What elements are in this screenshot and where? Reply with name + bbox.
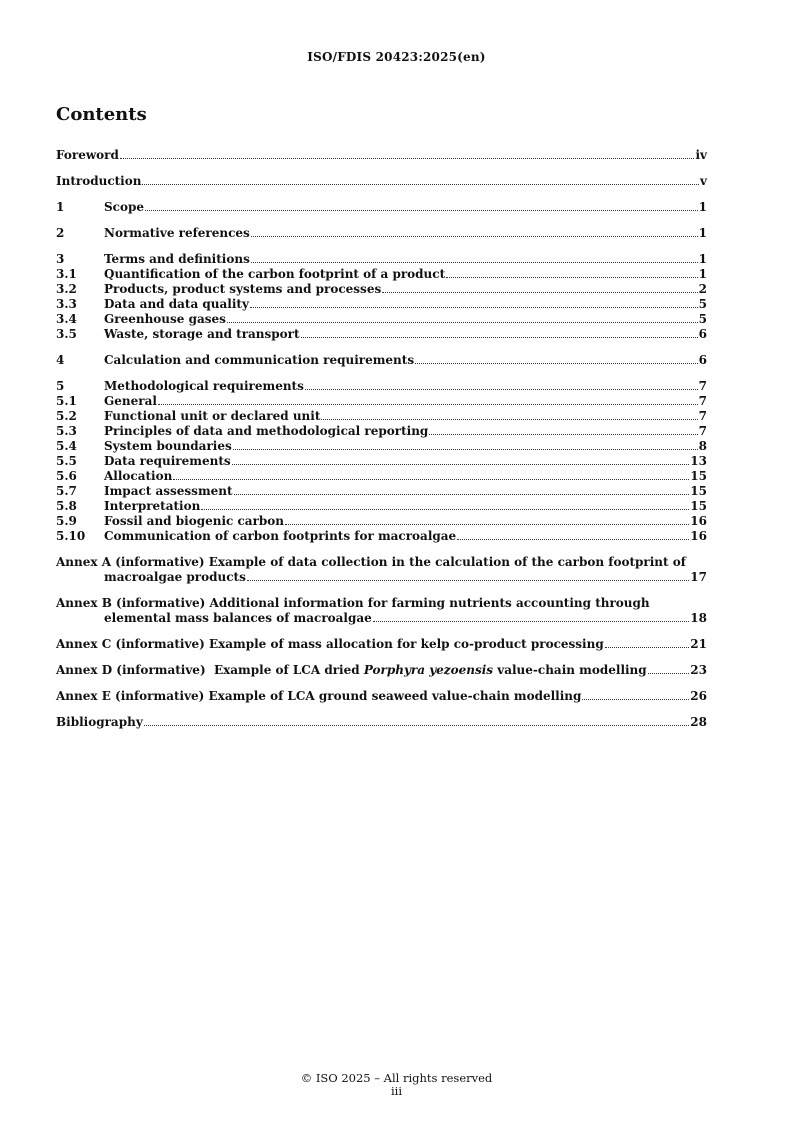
- toc-entry-page: 2: [698, 282, 707, 296]
- toc-leader-dots: [373, 611, 690, 622]
- toc-main-entries: [56, 148, 707, 544]
- toc-leader-dots: [232, 454, 690, 465]
- toc-leader-dots: [201, 499, 689, 510]
- toc-entry[interactable]: [56, 282, 707, 297]
- toc-leader-dots: [144, 715, 690, 726]
- toc-entry-page: 16: [690, 529, 707, 543]
- toc-leader-dots: [250, 297, 698, 308]
- toc-leader-dots: [120, 148, 695, 159]
- toc-entry-title: Data and data quality: [104, 297, 249, 311]
- toc-entry-number: 3.1: [56, 267, 77, 281]
- toc-annex-d-title: [56, 663, 647, 678]
- toc-entry-page: v: [700, 174, 707, 188]
- toc-entry-title: Impact assessment: [104, 484, 233, 498]
- toc-annex-a-line1[interactable]: [56, 555, 707, 570]
- toc-entry-number: 5: [56, 379, 65, 393]
- toc-entry-title: Principles of data and methodological reporting: [104, 424, 429, 438]
- toc-leader-dots: [251, 226, 698, 237]
- toc-leader-dots: [227, 312, 698, 323]
- toc-entry-number: 5.9: [56, 514, 77, 528]
- toc-entry-page: 1: [698, 267, 707, 281]
- toc-entry[interactable]: [56, 409, 707, 424]
- toc-annex-d[interactable]: [56, 663, 707, 678]
- toc-annex-a-page: 17: [690, 570, 707, 584]
- toc-entry-page: 7: [698, 424, 707, 438]
- toc-entry-page: 7: [698, 379, 707, 393]
- toc-entry-page: 15: [690, 484, 707, 498]
- toc-entry-title: Terms and definitions: [104, 252, 250, 266]
- toc-entry-number: 3.2: [56, 282, 77, 296]
- toc-entry-number: 3.3: [56, 297, 77, 311]
- toc-leader-dots: [285, 514, 689, 525]
- toc-entry-title: System boundaries: [104, 439, 232, 453]
- toc-entry-number: 5.5: [56, 454, 77, 468]
- toc-leader-dots: [382, 282, 697, 293]
- toc-annex-d-title-post: value-chain modelling: [493, 663, 647, 677]
- toc-annex-c-page: 21: [690, 637, 707, 651]
- toc-entry-title: Normative references: [104, 226, 250, 240]
- toc-entry[interactable]: [56, 514, 707, 529]
- toc-entry-title: Waste, storage and transport: [104, 327, 300, 341]
- toc-entry[interactable]: [56, 529, 707, 544]
- toc-annex-a-title: Annex A (informative) Example of data collection in the calculation of the carbon footprint of: [56, 555, 686, 569]
- page-title: Contents: [56, 104, 147, 125]
- toc-annex-e-page: 26: [690, 689, 707, 703]
- toc-entry-page: 1: [698, 252, 707, 266]
- toc-entry-number: 5.1: [56, 394, 77, 408]
- toc-entry-title: Introduction: [56, 174, 142, 188]
- toc-leader-dots: [648, 663, 690, 674]
- toc-leader-dots: [429, 424, 697, 435]
- toc-entry-number: 5.6: [56, 469, 77, 483]
- toc-entry-title: Greenhouse gases: [104, 312, 226, 326]
- document-header: ISO/FDIS 20423:2025(en): [307, 50, 486, 64]
- toc-entry-number: 5.7: [56, 484, 77, 498]
- toc-entry-page: 15: [690, 499, 707, 513]
- toc-leader-dots: [158, 394, 698, 405]
- toc-entry-page: 5: [698, 312, 707, 326]
- toc-leader-dots: [446, 267, 698, 278]
- toc-entry-number: 5.10: [56, 529, 86, 543]
- toc-entry[interactable]: [56, 424, 707, 439]
- toc-annex-b-line2[interactable]: [56, 611, 707, 626]
- toc-entry-number: 5.3: [56, 424, 77, 438]
- toc-leader-dots: [457, 529, 689, 540]
- toc-bibliography-title: Bibliography: [56, 715, 143, 729]
- toc-entry-page: 1: [698, 200, 707, 214]
- toc-entry-title: Functional unit or declared unit: [104, 409, 321, 423]
- toc-entry-page: 6: [698, 353, 707, 367]
- toc-entry-title: Scope: [104, 200, 145, 214]
- toc-entry[interactable]: [56, 499, 707, 514]
- toc-entry-title: Communication of carbon footprints for macroalgae: [104, 529, 457, 543]
- toc-leader-dots: [234, 484, 690, 495]
- toc-entry-title: Methodological requirements: [104, 379, 304, 393]
- toc-entry-page: 1: [698, 226, 707, 240]
- toc-annex-e[interactable]: [56, 689, 707, 704]
- toc-leader-dots: [301, 327, 698, 338]
- toc-entry-number: 4: [56, 353, 65, 367]
- toc-entry-title: Products, product systems and processes: [104, 282, 382, 296]
- toc-entry-title: Allocation: [104, 469, 173, 483]
- toc-leader-dots: [415, 353, 698, 364]
- toc-entry[interactable]: [56, 484, 707, 499]
- toc-entry-page: 6: [698, 327, 707, 341]
- toc-entry[interactable]: [56, 148, 707, 163]
- toc-entry[interactable]: [56, 174, 707, 189]
- toc-entry[interactable]: [56, 226, 707, 241]
- toc-entry-page: 16: [690, 514, 707, 528]
- toc-entry[interactable]: [56, 252, 707, 267]
- toc-leader-dots: [251, 252, 698, 263]
- toc-entry-title: Data requirements: [104, 454, 231, 468]
- toc-annex-d-page: 23: [690, 663, 707, 677]
- toc-entry-title: General: [104, 394, 157, 408]
- toc-leader-dots: [247, 570, 689, 581]
- toc-entry-number: 3.5: [56, 327, 77, 341]
- toc-leader-dots: [305, 379, 698, 390]
- toc-entry[interactable]: [56, 327, 707, 342]
- page-number: iii: [390, 1084, 403, 1098]
- toc-entry-title: Interpretation: [104, 499, 201, 513]
- toc-entry[interactable]: [56, 200, 707, 215]
- toc-entry[interactable]: [56, 379, 707, 394]
- toc-leader-dots: [582, 689, 689, 700]
- toc-leader-dots: [173, 469, 689, 480]
- table-of-contents: [56, 148, 707, 730]
- toc-entry-page: 8: [698, 439, 707, 453]
- toc-entry-number: 1: [56, 200, 65, 214]
- toc-entry[interactable]: [56, 439, 707, 454]
- toc-entry-page: iv: [695, 148, 707, 162]
- toc-bibliography-page: 28: [690, 715, 707, 729]
- toc-entry[interactable]: [56, 469, 707, 484]
- toc-annex-b-title-cont: elemental mass balances of macroalgae: [104, 611, 372, 625]
- toc-leader-dots: [321, 409, 697, 420]
- toc-entry[interactable]: [56, 267, 707, 282]
- toc-entry[interactable]: [56, 297, 707, 312]
- toc-annex-c[interactable]: [56, 637, 707, 652]
- toc-leader-dots: [605, 637, 690, 648]
- toc-annex-c-title: Annex C (informative) Example of mass allocation for kelp co-product processing: [56, 637, 604, 651]
- toc-entry-title: Foreword: [56, 148, 119, 162]
- toc-entry-number: 5.4: [56, 439, 77, 453]
- toc-annex-d-title-pre: Annex D (informative) Example of LCA dried: [56, 663, 364, 677]
- toc-entry-number: 3: [56, 252, 65, 266]
- toc-entry-page: 7: [698, 409, 707, 423]
- toc-annex-b-title: Annex B (informative) Additional information for farming nutrients accounting through: [56, 596, 650, 610]
- toc-entry-page: 7: [698, 394, 707, 408]
- toc-leader-dots: [142, 174, 699, 185]
- toc-annex-a-title-cont: macroalgae products: [104, 570, 246, 584]
- toc-leader-dots: [145, 200, 698, 211]
- toc-entry-page: 13: [690, 454, 707, 468]
- toc-bibliography[interactable]: [56, 715, 707, 730]
- toc-annex-b-line1[interactable]: [56, 596, 707, 611]
- toc-entry-number: 5.2: [56, 409, 77, 423]
- toc-leader-dots: [233, 439, 698, 450]
- toc-entry-title: Calculation and communication requirements: [104, 353, 415, 367]
- toc-entry[interactable]: [56, 353, 707, 368]
- toc-entry[interactable]: [56, 454, 707, 469]
- toc-entry[interactable]: [56, 312, 707, 327]
- toc-entry[interactable]: [56, 394, 707, 409]
- toc-annex-e-title: Annex E (informative) Example of LCA ground seaweed value-chain modelling: [56, 689, 582, 703]
- toc-entry-page: 5: [698, 297, 707, 311]
- toc-entry-number: 2: [56, 226, 65, 240]
- copyright-notice: © ISO 2025 – All rights reserved: [300, 1071, 493, 1085]
- toc-annex-d-species: Porphyra yezoensis: [363, 663, 494, 677]
- toc-entry-title: Fossil and biogenic carbon: [104, 514, 285, 528]
- page-footer: [0, 1072, 793, 1098]
- toc-entry-number: 3.4: [56, 312, 77, 326]
- toc-annex-a-line2[interactable]: [56, 570, 707, 585]
- toc-entry-page: 15: [690, 469, 707, 483]
- toc-entry-number: 5.8: [56, 499, 77, 513]
- toc-annex-b-page: 18: [690, 611, 707, 625]
- toc-entry-title: Quantification of the carbon footprint of a product: [104, 267, 446, 281]
